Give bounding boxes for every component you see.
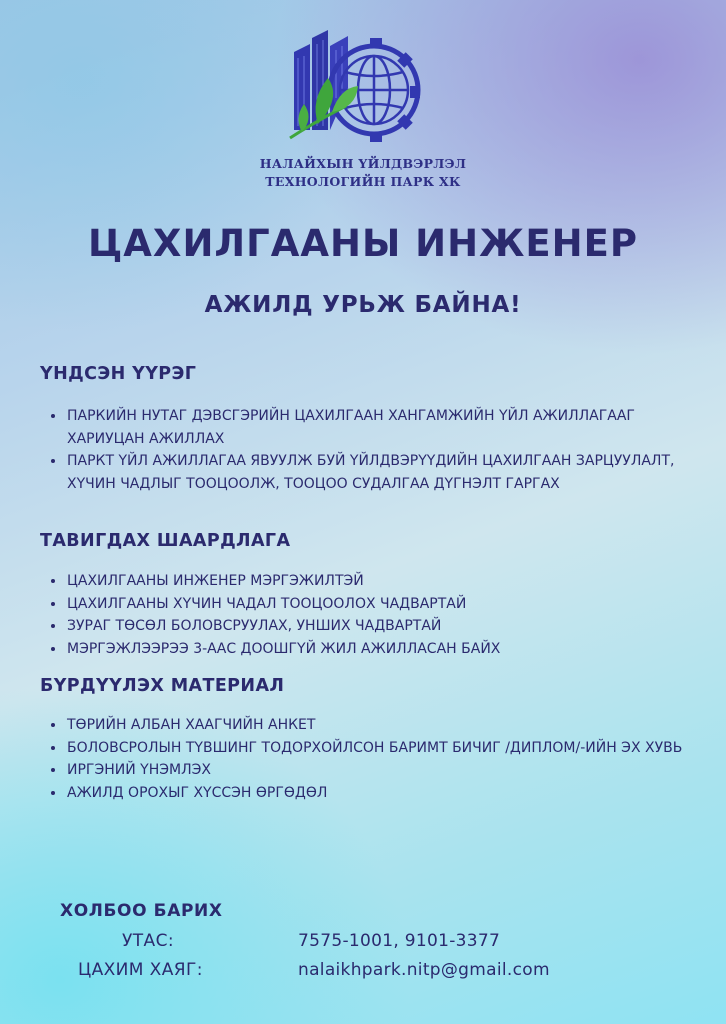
list-item: АЖИЛД ОРОХЫГ ХҮССЭН ӨРГӨДӨЛ: [48, 782, 688, 805]
requirements-list: [48, 570, 688, 660]
materials-list: [48, 714, 688, 804]
company-logo-icon: [288, 28, 428, 148]
list-item: ЦАХИЛГААНЫ ХҮЧИН ЧАДАЛ ТООЦООЛОХ ЧАДВАРТАЙ: [48, 593, 688, 616]
email-label: ЦАХИМ ХАЯГ:: [78, 960, 203, 980]
phone-label: УТАС:: [122, 931, 174, 951]
duties-heading: ҮНДСЭН ҮҮРЭГ: [40, 364, 197, 384]
job-subtitle: АЖИЛД УРЬЖ БАЙНА!: [204, 292, 522, 318]
materials-heading: БҮРДҮҮЛЭХ МАТЕРИАЛ: [40, 676, 285, 696]
list-item: БОЛОВСРОЛЫН ТҮВШИНГ ТОДОРХОЙЛСОН БАРИМТ БИЧИГ /ДИПЛОМ/-ИЙН ЭХ ХУВЬ: [48, 737, 688, 760]
list-item: ПАРКИЙН НУТАГ ДЭВСГЭРИЙН ЦАХИЛГААН ХАНГАМЖИЙН ҮЙЛ АЖИЛЛАГААГ ХАРИУЦАН АЖИЛЛАХ: [48, 405, 688, 450]
email-value: nalaikhpark.nitp@gmail.com: [298, 960, 550, 980]
list-item: ИРГЭНИЙ ҮНЭМЛЭХ: [48, 759, 688, 782]
phone-value: 7575-1001, 9101-3377: [298, 931, 501, 951]
organization-name-line2: ТЕХНОЛОГИЙН ПАРК ХК: [265, 174, 461, 189]
contact-heading: ХОЛБОО БАРИХ: [60, 901, 223, 921]
list-item: МЭРГЭЖЛЭЭРЭЭ 3-ААС ДООШГҮЙ ЖИЛ АЖИЛЛАСАН БАЙХ: [48, 638, 688, 661]
list-item: ЦАХИЛГААНЫ ИНЖЕНЕР МЭРГЭЖИЛТЭЙ: [48, 570, 688, 593]
organization-name-line1: НАЛАЙХЫН ҮЙЛДВЭРЛЭЛ: [259, 156, 467, 171]
duties-list: [48, 405, 688, 495]
requirements-heading: ТАВИГДАХ ШААРДЛАГА: [40, 531, 291, 551]
list-item: ТӨРИЙН АЛБАН ХААГЧИЙН АНКЕТ: [48, 714, 688, 737]
list-item: ПАРКТ ҮЙЛ АЖИЛЛАГАА ЯВУУЛЖ БУЙ ҮЙЛДВЭРҮҮДИЙН ЦАХИЛГААН ЗАРЦУУЛАЛТ, ХҮЧИН ЧАДЛЫГ ТООЦООЛЖ, ТООЦОО СУДАЛГАА ДҮГНЭЛТ ГАРГАХ: [48, 450, 688, 495]
list-item: ЗУРАГ ТӨСӨЛ БОЛОВСРУУЛАХ, УНШИХ ЧАДВАРТАЙ: [48, 615, 688, 638]
job-title: ЦАХИЛГААНЫ ИНЖЕНЕР: [87, 222, 639, 265]
